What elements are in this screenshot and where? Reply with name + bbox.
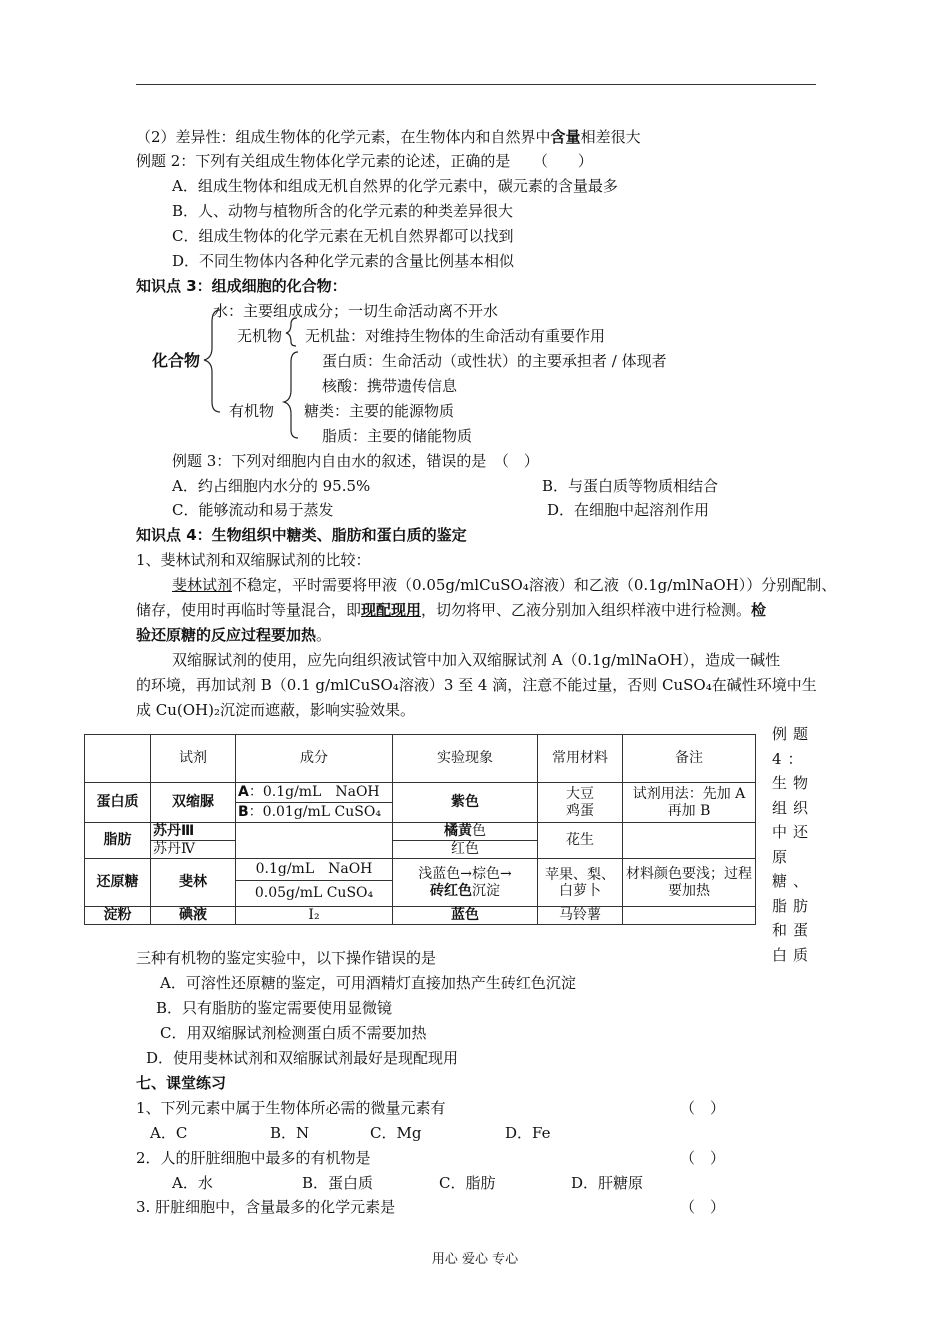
braces <box>200 300 320 450</box>
cell-reducing-sugar: 还原糖 <box>85 859 151 907</box>
table-header: 试剂 <box>151 735 236 783</box>
page-footer: 用心 爱心 专心 <box>431 1252 519 1267</box>
practice-q1: 1、下列元素中属于生物体所必需的微量元素有 <box>136 1099 446 1117</box>
practice-q3: 3. 肝脏细胞中，含量最多的化学元素是 <box>136 1198 396 1216</box>
practice-q2-b: B．蛋白质 <box>302 1174 374 1192</box>
k3-title: 知识点 3：组成细胞的化合物： <box>136 277 347 295</box>
cell-comp-b <box>236 803 393 823</box>
cell-sugar-c2: 0.05g/mL CuSO₄ <box>236 881 393 907</box>
k4-p2-line1: 双缩脲试剂的使用，应先向组织液试管中加入双缩脲试剂 A（0.1g/mlNaOH），造成一碱性 <box>172 651 781 669</box>
k3-water: 水：主要组成成分；一切生命活动离不开水 <box>213 302 499 320</box>
cell-protein-note: 试剂用法：先加 A 再加 B <box>623 783 756 823</box>
table-header <box>85 735 151 783</box>
practice-q2-paren: （ ） <box>680 1149 726 1167</box>
cell-comp-a <box>236 783 393 803</box>
cell-iodine: 碘液 <box>151 907 236 925</box>
table-header: 成分 <box>236 735 393 783</box>
cell-purple: 紫色 <box>393 783 538 823</box>
q2-option-a: A．组成生物体和组成无机自然界的化学元素中，碳元素的含量最多 <box>172 177 618 195</box>
cell-sudan4: 苏丹Ⅳ <box>151 841 236 859</box>
cell-fat: 脂肪 <box>85 823 151 859</box>
k3-nucleic: 核酸：携带遗传信息 <box>322 377 458 395</box>
k3-protein: 蛋白质：生命活动（或性状）的主要承担者 / 体现者 <box>322 352 667 370</box>
text: 色 <box>472 823 486 839</box>
q2-option-c: C．组成生物体的化学元素在无机自然界都可以找到 <box>172 227 514 245</box>
text: 储存，使用时再临时等量混合，即 <box>136 601 362 619</box>
cell-starch: 淀粉 <box>85 907 151 925</box>
cell-sugar-phenomenon <box>393 859 538 907</box>
table-row <box>85 907 756 925</box>
practice-q3-paren: （ ） <box>680 1198 726 1216</box>
bold-text: 橘黄 <box>444 823 472 839</box>
cell-protein <box>85 783 151 823</box>
table-header-row <box>85 735 756 783</box>
k3-inorganic: 无机物 <box>237 327 283 345</box>
table-row <box>85 783 756 803</box>
q3-option-b: B．与蛋白质等物质相结合 <box>542 477 719 495</box>
k3-lipid: 脂质：主要的储能物质 <box>322 427 473 445</box>
q2-stem: 例题 2：下列有关组成生物体化学元素的论述，正确的是 （ ） <box>136 152 593 170</box>
table-header: 备注 <box>623 735 756 783</box>
q4-stem: 三种有机物的鉴定实验中，以下操作错误的是 <box>136 949 437 967</box>
text: ：0.1g/mL NaOH <box>248 784 380 800</box>
practice-q2-d: D．肝糖原 <box>571 1174 644 1192</box>
text: （2）差异性：组成生物体的化学元素，在生物体内和自然界中 <box>136 128 551 146</box>
practice-q1-a: A．C <box>150 1124 188 1142</box>
cell-fat-note <box>623 823 756 859</box>
text: ，切勿将甲、乙液分别加入组织样液中进行检测。 <box>421 601 752 619</box>
text: 。 <box>316 626 332 644</box>
practice-q1-b: B．N <box>270 1124 310 1142</box>
cell-orange <box>393 823 538 841</box>
k4-p2-line2: 的环境，再加试剂 B（0.1 g/mlCuSO₄溶液）3 至 4 滴，注意不能过量，否则 CuSO₄在碱性环境中生 <box>136 676 817 694</box>
prepare-fresh: 现配现用 <box>361 601 422 619</box>
text: A <box>238 784 249 800</box>
diversity-line <box>136 127 641 147</box>
identification-table <box>84 734 756 925</box>
q3-option-c: C．能够流动和易于蒸发 <box>172 501 334 519</box>
cell-biuret: 双缩脲 <box>151 783 236 823</box>
text: 沉淀 <box>472 882 500 899</box>
text: 不稳定，平时需要将甲液（0.05g/mlCuSO₄溶液）和乙液（0.1g/mlNaOH））分别配制、 <box>232 576 837 594</box>
practice-q2-a: A．水 <box>172 1174 213 1192</box>
q2-option-b: B．人、动物与植物所含的化学元素的种类差异很大 <box>172 202 514 220</box>
table-header: 实验现象 <box>393 735 538 783</box>
bold-text: 含量 <box>550 128 581 146</box>
organic-brace <box>284 352 298 438</box>
bold-text: 检 <box>751 601 767 619</box>
outer-brace <box>204 310 220 412</box>
k3-salt: 无机盐：对维持生物体的生命活动有重要作用 <box>305 327 606 345</box>
practice-q2-c: C．脂肪 <box>439 1174 496 1192</box>
k4-title: 知识点 4：生物组织中糖类、脂肪和蛋白质的鉴定 <box>136 526 467 544</box>
k4-p1-line1 <box>172 575 836 595</box>
k3-sugar: 糖类：主要的能源物质 <box>304 402 455 420</box>
k3-compound: 化合物 <box>152 351 201 370</box>
table-row <box>85 823 756 841</box>
k4-p1-line3 <box>136 625 331 645</box>
k4-p1-line2 <box>136 600 766 620</box>
cell-sugar-c1: 0.1g/mL NaOH <box>236 859 393 881</box>
table-row <box>85 859 756 881</box>
q4-option-d: D．使用斐林试剂和双缩脲试剂最好是现配现用 <box>146 1049 459 1067</box>
practice-title: 七、课堂练习 <box>136 1074 227 1092</box>
q4-option-a: A．可溶性还原糖的鉴定，可用酒精灯直接加热产生砖红色沉淀 <box>160 974 576 992</box>
practice-q2: 2．人的肝脏细胞中最多的有机物是 <box>136 1149 371 1167</box>
cell-sugar-material: 苹果、梨、白萝卜 <box>538 859 623 907</box>
q4-option-b: B．只有脂肪的鉴定需要使用显微镜 <box>156 999 393 1017</box>
text: 浅蓝色→棕色→ <box>418 865 512 882</box>
q4-option-c: C．用双缩脲试剂检测蛋白质不需要加热 <box>160 1024 427 1042</box>
q3-option-a: A．约占细胞内水分的 95.5% <box>172 477 371 495</box>
practice-q1-c: C．Mg <box>370 1124 422 1142</box>
practice-q1-paren: （ ） <box>680 1099 726 1117</box>
q2-option-d: D．不同生物体内各种化学元素的含量比例基本相似 <box>172 252 515 270</box>
cell-i2: I₂ <box>236 907 393 925</box>
practice-q1-d: D．Fe <box>505 1124 551 1142</box>
text: ：0.01g/mL CuSO₄ <box>248 804 381 820</box>
text: 相差很大 <box>580 128 641 146</box>
text: 蛋白质 <box>96 794 139 810</box>
header-rule <box>136 84 816 85</box>
cell-potato: 马铃薯 <box>538 907 623 925</box>
k4-sub: 1、斐林试剂和双缩脲试剂的比较： <box>136 551 371 569</box>
cell-fat-material: 花生 <box>538 823 623 859</box>
cell-fehling: 斐林 <box>151 859 236 907</box>
k3-organic: 有机物 <box>229 402 275 420</box>
cell-sugar-note: 材料颜色要浅；过程要加热 <box>623 859 756 907</box>
bold-text: 砖红色 <box>430 882 472 899</box>
fehling-term: 斐林试剂 <box>172 576 233 594</box>
bold-text: 验还原糖的反应过程要加热 <box>136 626 317 644</box>
cell-starch-note <box>623 907 756 925</box>
cell-blue: 蓝色 <box>393 907 538 925</box>
inorganic-brace <box>286 318 297 346</box>
q3-option-d: D．在细胞中起溶剂作用 <box>547 501 710 519</box>
text: B <box>238 804 249 820</box>
cell-red: 红色 <box>393 841 538 859</box>
side-text: 例题4：生物组织中还原糖、脂肪和蛋白质 <box>772 725 815 964</box>
table-header: 常用材料 <box>538 735 623 783</box>
q3-stem: 例题 3：下列对细胞内自由水的叙述，错误的是 （ ） <box>172 452 539 470</box>
k4-p2-line3: 成 Cu(OH)₂沉淀而遮蔽，影响实验效果。 <box>136 701 416 719</box>
cell-protein-material: 大豆 鸡蛋 <box>538 783 623 823</box>
cell-sudan3: 苏丹Ⅲ <box>151 823 236 841</box>
cell-fat-comp <box>236 823 393 859</box>
